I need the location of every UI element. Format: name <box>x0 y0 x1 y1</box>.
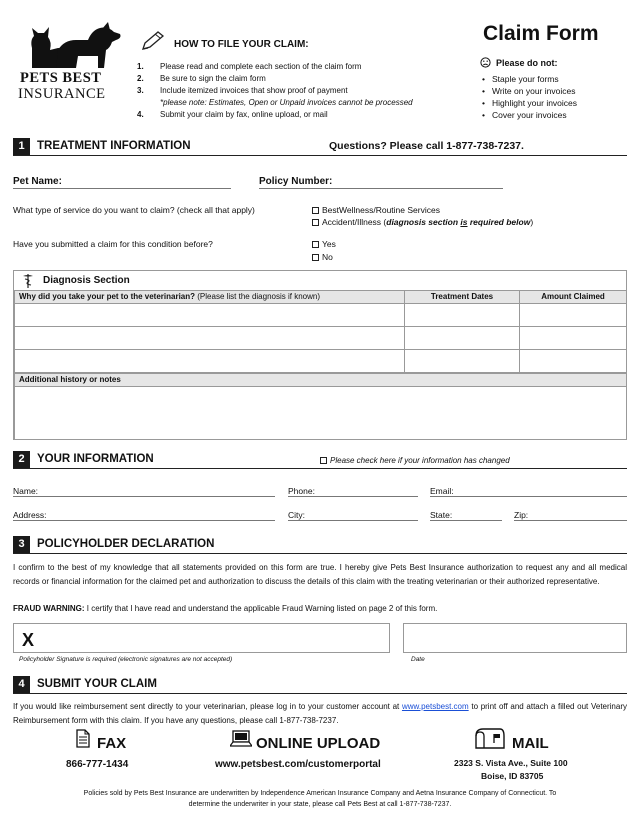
signature-x: X <box>22 630 35 650</box>
phone-label: Phone: <box>288 486 315 496</box>
section-title: SUBMIT YOUR CLAIM <box>37 678 157 690</box>
amount-cell[interactable] <box>519 349 627 373</box>
checkbox[interactable] <box>312 207 319 214</box>
logo-line1: PETS BEST <box>20 70 102 86</box>
checkbox[interactable] <box>312 241 319 248</box>
fax-title: FAX <box>97 735 127 752</box>
dates-cell[interactable] <box>404 349 520 373</box>
how-to-steps <box>137 62 467 122</box>
section-1-header <box>13 138 627 156</box>
city-label: City: <box>288 510 305 520</box>
step-2: 2. Be sure to sign the claim form <box>137 74 266 83</box>
declaration-text: I confirm to the best of my knowledge that all statements provided on this form are true. I hereby give Pets Best Insurance authorization to request any and all medical records or financial information for the claimed pet and authorization to discuss the details of this claim with the treating veterinarian or their authorized representative. <box>13 563 627 586</box>
footer-text <box>13 788 627 810</box>
caduceus-icon <box>22 273 34 290</box>
dates-cell[interactable] <box>404 303 520 327</box>
diagnosis-title: Diagnosis Section <box>43 275 130 286</box>
questions-phone: Questions? Please call 1-877-738-7237. <box>329 140 524 152</box>
history-header: Additional history or notes <box>14 373 627 387</box>
fraud-warning: FRAUD WARNING: I certify that I have read and understand the applicable Fraud Warning listed on page 2 of this form. <box>13 604 438 613</box>
dates-cell[interactable] <box>404 326 520 350</box>
fax-number: 866-777-1434 <box>66 759 129 770</box>
submit-instructions: If you would like reimbursement sent directly to your veterinarian, please log in to your customer account at www.petsbest.com to print off and attach a filled out Veterinary Reimbursement form with this claim. If you have any questions, please call 1-877-738-7237. <box>13 702 627 725</box>
step-1: 1. Please read and complete each section of the claim form <box>137 62 362 71</box>
dont-item: • Staple your forms <box>482 74 577 86</box>
section-number: 3 <box>13 536 30 553</box>
amount-cell[interactable] <box>519 303 627 327</box>
prior-claim-no[interactable]: No <box>312 252 333 262</box>
step-3: 3. Include itemized invoices that show proof of payment <box>137 86 348 95</box>
info-changed-checkbox[interactable]: Please check here if your information has changed <box>320 456 510 465</box>
policy-number-label: Policy Number: <box>259 176 333 187</box>
name-label: Name: <box>13 486 39 496</box>
date-box[interactable] <box>403 623 627 653</box>
petsbest-link[interactable]: www.petsbest.com <box>401 702 469 711</box>
upload-url[interactable]: www.petsbest.com/customerportal <box>215 759 381 770</box>
section-title: POLICYHOLDER DECLARATION <box>37 538 215 550</box>
zip-label: Zip: <box>514 510 529 520</box>
address-label: Address: <box>13 510 47 520</box>
form-title: Claim Form <box>483 22 599 45</box>
footer-line2: determine the underwriter in your state, please call Pets Best at call 1-877-738-7237. <box>188 801 452 808</box>
checkbox[interactable] <box>312 219 319 226</box>
mailbox-icon <box>474 727 506 751</box>
service-option-accident[interactable]: Accident/Illness (diagnosis section is required below) <box>312 217 533 227</box>
address-field[interactable] <box>13 520 275 521</box>
mail-address-line1: 2323 S. Vista Ave., Suite 100 <box>454 758 568 768</box>
step-3-note: *please note: Estimates, Open or Unpaid invoices cannot be processed <box>160 98 413 107</box>
laptop-icon <box>230 730 252 750</box>
amount-cell[interactable] <box>519 326 627 350</box>
date-label: Date <box>411 656 425 663</box>
checkbox[interactable] <box>312 254 319 261</box>
email-label: Email: <box>430 486 454 496</box>
service-option-wellness[interactable]: BestWellness/Routine Services <box>312 205 440 215</box>
dont-item: • Highlight your invoices <box>482 98 577 110</box>
section-number: 1 <box>13 138 30 155</box>
reason-cell[interactable] <box>14 326 405 350</box>
donts-title: Please do not: <box>496 58 558 68</box>
history-notes-field[interactable] <box>14 386 627 440</box>
pet-name-label: Pet Name: <box>13 176 62 187</box>
signature-box[interactable] <box>13 623 390 653</box>
donts-list <box>482 74 577 122</box>
sad-face-icon <box>480 57 491 70</box>
logo <box>18 18 128 106</box>
dont-item: • Write on your invoices <box>482 86 577 98</box>
col-amount-header: Amount Claimed <box>519 290 627 304</box>
dont-item: • Cover your invoices <box>482 110 577 122</box>
prior-claim-question: Have you submitted a claim for this condition before? <box>13 239 213 249</box>
footer-line1: Policies sold by Pets Best Insurance are underwritten by Independence American Insurance Company and Aetna Insurance Company of Connecticut. To <box>83 790 557 797</box>
section-number: 4 <box>13 676 30 693</box>
section-title: TREATMENT INFORMATION <box>37 140 191 152</box>
policy-number-field[interactable] <box>259 188 503 189</box>
checkbox[interactable] <box>320 457 327 464</box>
reason-cell[interactable] <box>14 303 405 327</box>
step-4: 4. Submit your claim by fax, online upload, or mail <box>137 110 328 119</box>
pencil-icon <box>140 30 166 54</box>
phone-field[interactable] <box>288 496 418 497</box>
col-dates-header: Treatment Dates <box>404 290 520 304</box>
how-to-title: HOW TO FILE YOUR CLAIM: <box>174 39 309 50</box>
signature-note: Policyholder Signature is required (electronic signatures are not accepted) <box>19 656 233 663</box>
state-label: State: <box>430 510 453 520</box>
zip-field[interactable] <box>514 520 627 521</box>
email-field[interactable] <box>430 496 627 497</box>
diagnosis-section <box>13 270 627 440</box>
section-number: 2 <box>13 451 30 468</box>
section-title: YOUR INFORMATION <box>37 453 154 465</box>
mail-title: MAIL <box>512 735 549 752</box>
service-question: What type of service do you want to claim? (check all that apply) <box>13 205 255 215</box>
mail-address-line2: Boise, ID 83705 <box>481 771 544 781</box>
city-field[interactable] <box>288 520 418 521</box>
section-4-header <box>13 676 627 694</box>
col-reason-header: Why did you take your pet to the veterinarian? (Please list the diagnosis if known) <box>14 290 405 304</box>
prior-claim-yes[interactable]: Yes <box>312 239 336 249</box>
pet-name-field[interactable] <box>13 188 231 189</box>
section-3-header <box>13 536 627 554</box>
reason-cell[interactable] <box>14 349 405 373</box>
state-field[interactable] <box>430 520 502 521</box>
dog-cat-logo-icon <box>18 18 128 70</box>
name-field[interactable] <box>13 496 275 497</box>
upload-title: ONLINE UPLOAD <box>256 735 381 752</box>
logo-line2: INSURANCE <box>18 86 106 102</box>
fax-icon <box>76 729 90 750</box>
section-2-header <box>13 451 627 469</box>
